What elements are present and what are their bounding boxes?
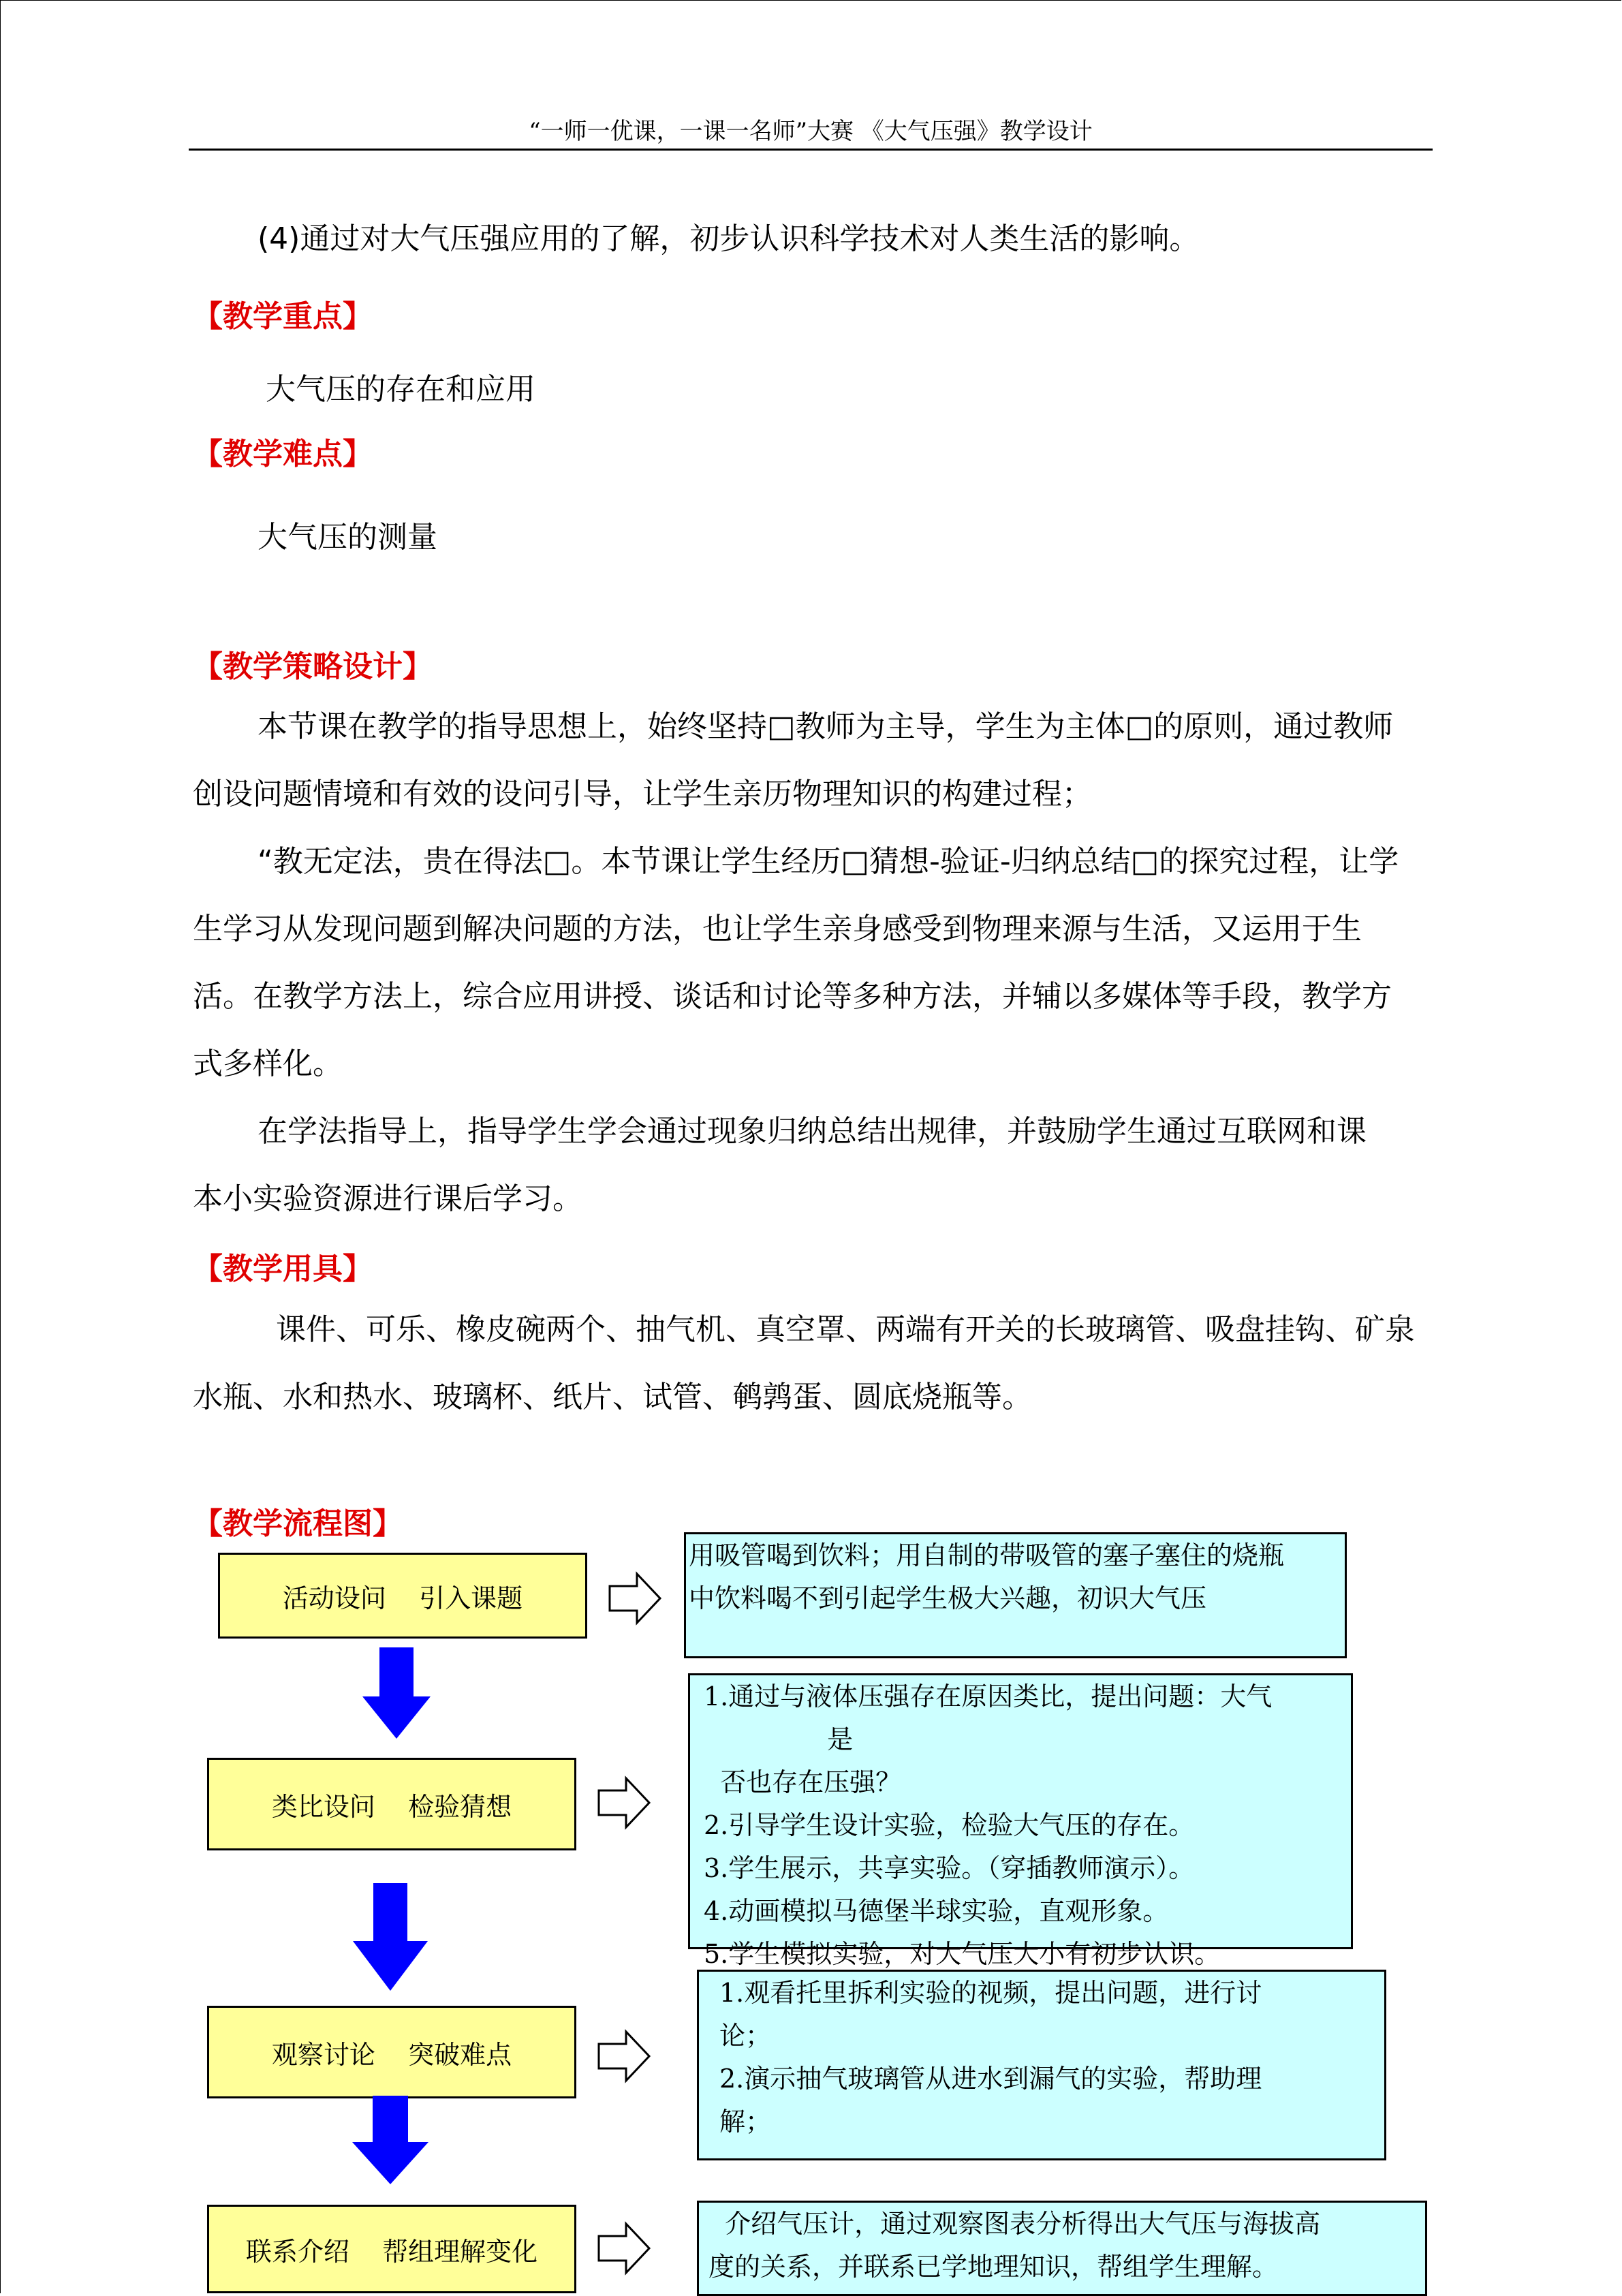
detail-line: 用吸管喝到饮料；用自制的带吸管的塞子塞住的烧瓶 (689, 1540, 1285, 1570)
flow-step-1: 活动设问 引入课题 (218, 1553, 587, 1639)
objective-4: (4)通过对大气压强应用的了解，初步认识科学技术对人类生活的影响。 (258, 221, 1200, 256)
strategy-line: “教无定法，贵在得法□。本节课让学生经历□猜想-验证-归纳总结□的探究过程，让学 (258, 844, 1399, 879)
flow-down-arrow-icon (353, 1883, 428, 1991)
page-header: “一师一优课，一课一名师”大赛 《大气压强》教学设计 (529, 118, 1093, 145)
flow-detail-3 (697, 1970, 1386, 2160)
tools-line: 课件、可乐、橡皮碗两个、抽气机、真空罩、两端有开关的长玻璃管、吸盘挂钩、矿泉 (276, 1312, 1415, 1347)
strategy-line: 式多样化。 (193, 1046, 343, 1081)
difficulty-heading: 【教学难点】 (193, 437, 373, 471)
detail-line: 1.通过与液体压强存在原因类比，提出问题：大气 (704, 1681, 1273, 1711)
strategy-line: 在学法指导上，指导学生学会通过现象归纳总结出规律，并鼓励学生通过互联网和课 (258, 1114, 1367, 1149)
flow-right-arrow-icon (597, 2222, 652, 2274)
tools-body (193, 1296, 1446, 1431)
detail-line: 2.演示抽气玻璃管从进水到漏气的实验，帮助理 (719, 2064, 1262, 2094)
flow-right-arrow-icon (597, 2030, 652, 2082)
detail-line: 论； (719, 2021, 772, 2051)
tools-heading: 【教学用具】 (193, 1252, 373, 1286)
difficulty-content: 大气压的测量 (258, 520, 437, 555)
flow-down-arrow-icon (352, 2096, 428, 2184)
detail-line: 是 (704, 1724, 854, 1754)
detail-line: 否也存在压强？ (704, 1767, 902, 1797)
flow-right-arrow-icon (597, 1777, 652, 1829)
flow-detail-2 (688, 1673, 1353, 1969)
detail-line: 1.观看托里拆利实验的视频，提出问题，进行讨 (719, 1978, 1262, 2008)
detail-line: 5.学生模拟实验，对大气压大小有初步认识。 (704, 1939, 1221, 1969)
detail-line: 3.学生展示，共享实验。（穿插教师演示）。 (704, 1853, 1195, 1883)
focus-content: 大气压的存在和应用 (266, 372, 535, 407)
strategy-line: 生学习从发现问题到解决问题的方法，也让学生亲身感受到物理来源与生活，又运用于生 (193, 912, 1362, 946)
detail-line: 度的关系，并联系已学地理知识，帮组学生理解。 (708, 2252, 1279, 2282)
header-rule (189, 149, 1433, 151)
detail-line: 2.引导学生设计实验，检验大气压的存在。 (704, 1810, 1195, 1840)
flow-detail-4 (697, 2201, 1427, 2296)
flow-detail-1 (684, 1532, 1347, 1658)
strategy-heading: 【教学策略设计】 (193, 649, 433, 684)
detail-line: 解； (719, 2107, 772, 2137)
detail-line: 介绍气压计，通过观察图表分析得出大气压与海拔高 (708, 2209, 1321, 2239)
flow-right-arrow-icon (608, 1572, 663, 1624)
flow-step-4: 联系介绍 帮组理解变化 (207, 2205, 576, 2293)
flow-step-3: 观察讨论 突破难点 (207, 2006, 576, 2098)
focus-heading: 【教学重点】 (193, 299, 373, 334)
flow-down-arrow-icon (362, 1647, 431, 1739)
strategy-line: 创设问题情境和有效的设问引导，让学生亲历物理知识的构建过程； (193, 777, 1092, 811)
flowchart-heading: 【教学流程图】 (193, 1506, 403, 1541)
tools-line: 水瓶、水和热水、玻璃杯、纸片、试管、鹌鹑蛋、圆底烧瓶等。 (193, 1380, 1032, 1414)
strategy-body (193, 693, 1446, 1232)
strategy-line: 本小实验资源进行课后学习。 (193, 1181, 582, 1216)
detail-line: 中饮料喝不到引起学生极大兴趣，初识大气压 (689, 1583, 1207, 1613)
detail-line: 4.动画模拟马德堡半球实验，直观形象。 (704, 1896, 1169, 1926)
strategy-line: 本节课在教学的指导思想上，始终坚持□教师为主导，学生为主体□的原则，通过教师 (258, 709, 1394, 744)
strategy-line: 活。在教学方法上，综合应用讲授、谈话和讨论等多种方法，并辅以多媒体等手段，教学方 (193, 979, 1392, 1014)
flow-step-2: 类比设问 检验猜想 (207, 1758, 576, 1850)
